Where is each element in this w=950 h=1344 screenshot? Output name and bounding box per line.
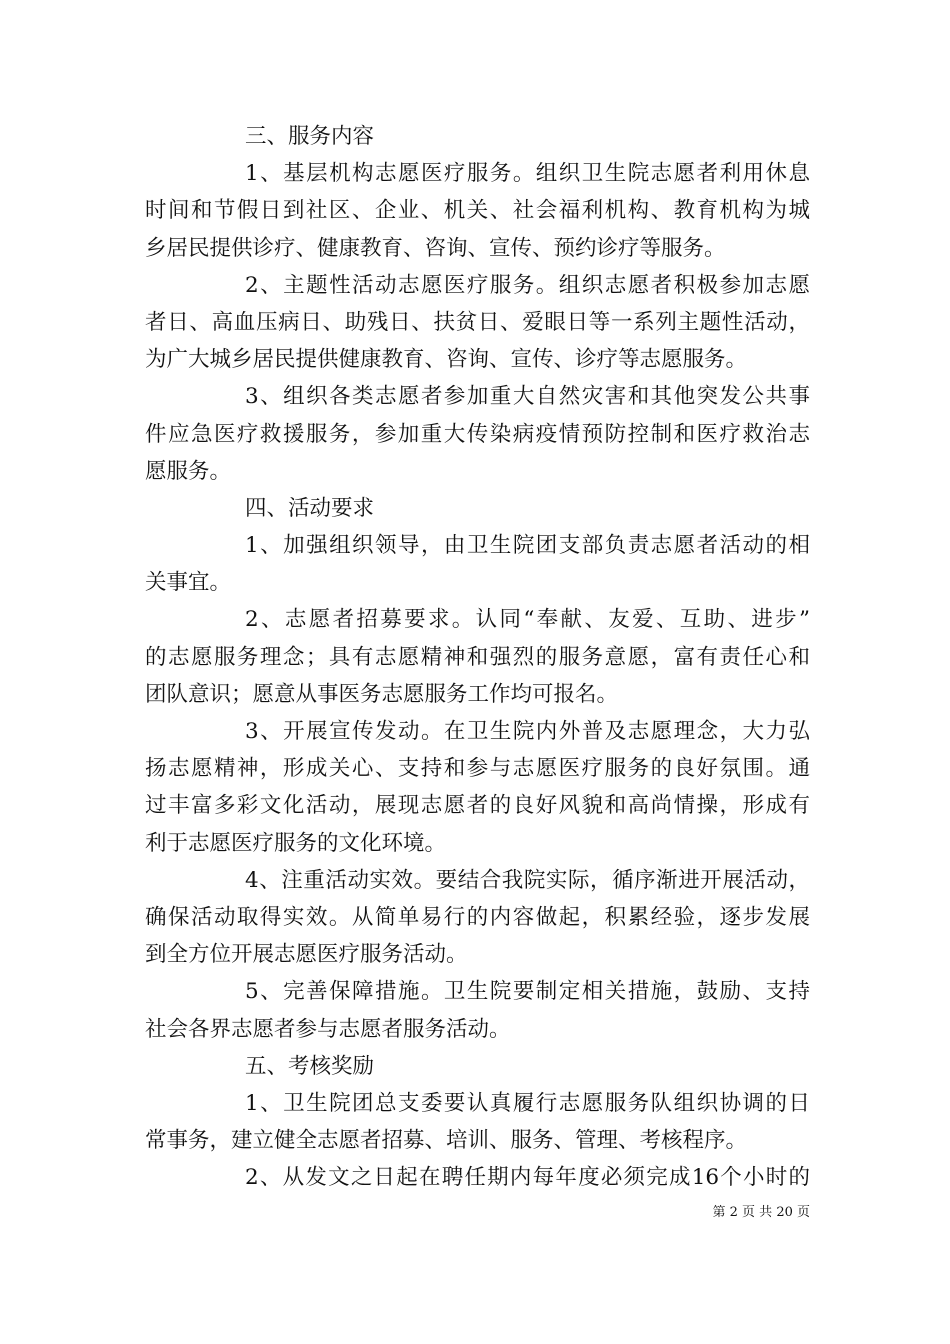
paragraph-line: 社会各界志愿者参与志愿者服务活动。 [145,1016,511,1042]
section-heading: 三、服务内容 [245,124,375,149]
paragraph-line: 乡居民提供诊疗、健康教育、咨询、宣传、预约诊疗等服务。 [145,235,726,261]
paragraph-line: 者日、高血压病日、助残日、扶贫日、爱眼日等一系列主题性活动， [145,309,810,335]
paragraph-line: 为广大城乡居民提供健康教育、咨询、宣传、诊疗等志愿服务。 [145,347,748,373]
paragraph-line: 件应急医疗救援服务，参加重大传染病疫情预防控制和医疗救治志 [145,421,810,447]
paragraph-line: 过丰富多彩文化活动，展现志愿者的良好风貌和高尚情操，形成有 [145,793,810,819]
paragraph-line: 2、主题性活动志愿医疗服务。组织志愿者积极参加志愿 [245,272,810,298]
document-body [145,118,810,1196]
paragraph-line: 5、完善保障措施。卫生院要制定相关措施，鼓励、支持 [245,979,810,1005]
paragraph-line: 的志愿服务理念；具有志愿精神和强烈的服务意愿，富有责任心和 [145,644,810,670]
paragraph-line: 利于志愿医疗服务的文化环境。 [145,830,447,856]
paragraph-line: 2、从发文之日起在聘任期内每年度必须完成16个小时的 [245,1165,810,1191]
paragraph-line: 1、卫生院团总支委要认真履行志愿服务队组织协调的日 [245,1090,810,1116]
paragraph-line: 关事宜。 [145,570,232,596]
paragraph-line: 时间和节假日到社区、企业、机关、社会福利机构、教育机构为城 [145,198,810,224]
paragraph-line: 1、加强组织领导，由卫生院团支部负责志愿者活动的相 [245,533,810,559]
paragraph-line: 扬志愿精神，形成关心、支持和参与志愿医疗服务的良好氛围。通 [145,756,810,782]
paragraph-line: 2、志愿者招募要求。认同“奉献、友爱、互助、进步” [245,607,810,633]
paragraph-line: 3、开展宣传发动。在卫生院内外普及志愿理念，大力弘 [245,719,810,744]
paragraph-line: 常事务，建立健全志愿者招募、培训、服务、管理、考核程序。 [145,1128,748,1154]
section-heading: 五、考核奖励 [245,1053,375,1079]
paragraph-line: 到全方位开展志愿医疗服务活动。 [145,942,468,968]
paragraph-line: 1、基层机构志愿医疗服务。组织卫生院志愿者利用休息 [245,161,810,187]
paragraph-line: 4、注重活动实效。要结合我院实际，循序渐进开展活动， [245,867,810,893]
page-number: 第 2 页 共 20 页 [712,1205,810,1220]
paragraph-line: 3、组织各类志愿者参加重大自然灾害和其他突发公共事 [245,384,810,410]
section-heading: 四、活动要求 [245,495,375,521]
paragraph-line: 愿服务。 [145,458,232,484]
paragraph-line: 确保活动取得实效。从简单易行的内容做起，积累经验，逐步发展 [145,904,810,930]
paragraph-line: 团队意识；愿意从事医务志愿服务工作均可报名。 [145,681,619,707]
